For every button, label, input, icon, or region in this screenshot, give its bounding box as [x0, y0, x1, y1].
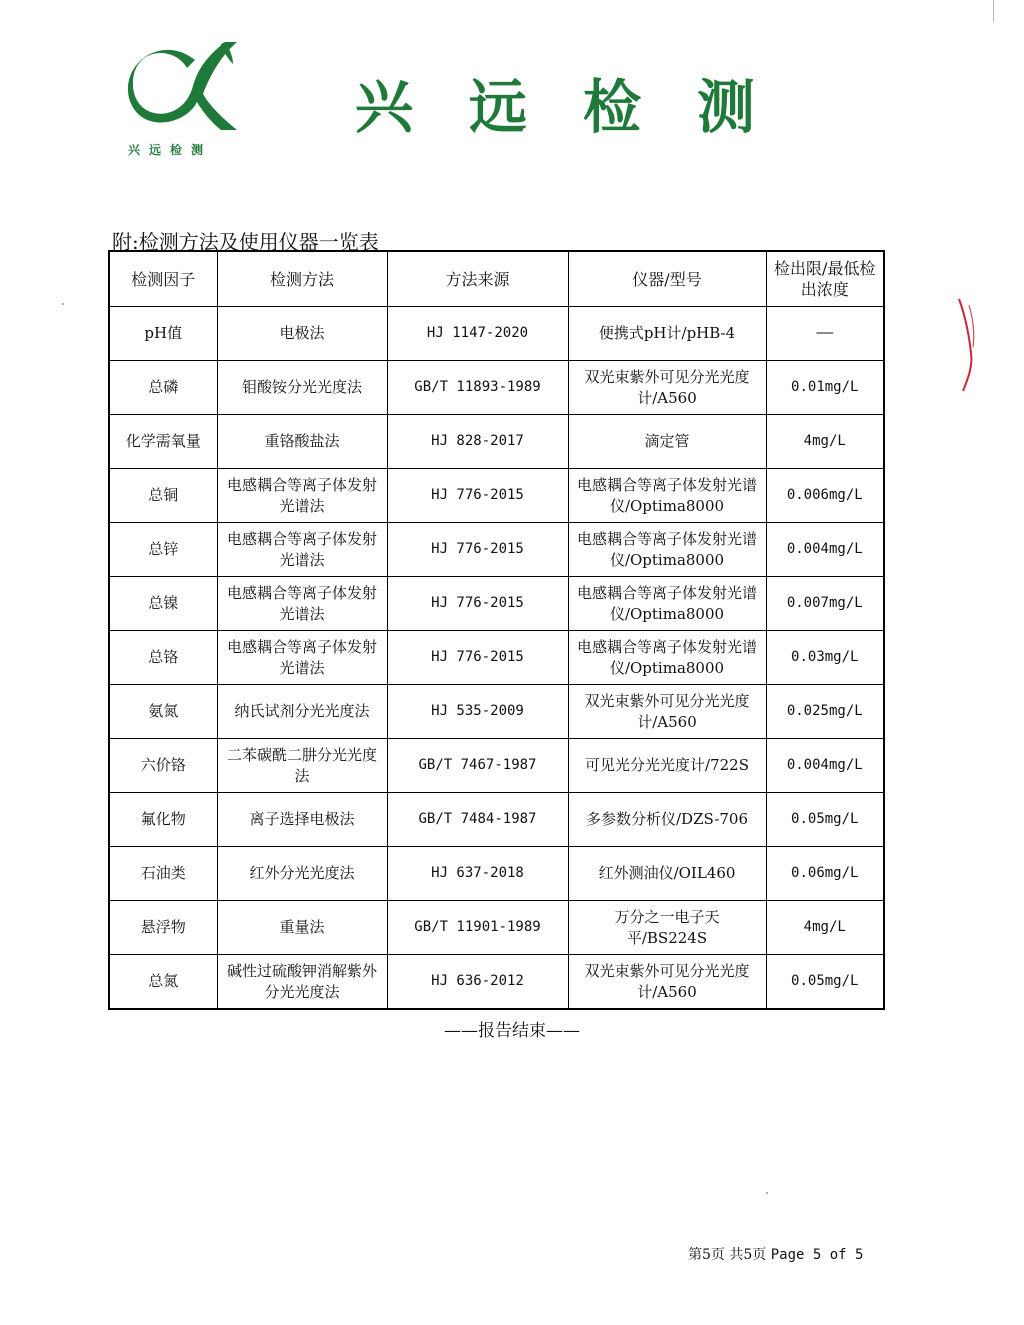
cell-method: 电极法 — [217, 307, 387, 361]
table-row — [109, 955, 884, 1010]
table-body — [109, 307, 884, 1010]
cell-instrument: 双光束紫外可见分光光度计/A560 — [568, 685, 766, 739]
cell-limit: 4mg/L — [766, 901, 884, 955]
column-header-limit: 检出限/最低检出浓度 — [766, 251, 884, 307]
cell-source: HJ 776-2015 — [387, 469, 568, 523]
column-header-source: 方法来源 — [387, 251, 568, 307]
cell-method: 离子选择电极法 — [217, 793, 387, 847]
cell-factor: 氟化物 — [109, 793, 217, 847]
cell-limit: 0.025mg/L — [766, 685, 884, 739]
cell-method: 纳氏试剂分光光度法 — [217, 685, 387, 739]
cell-factor: 总铜 — [109, 469, 217, 523]
cell-source: HJ 776-2015 — [387, 631, 568, 685]
cell-instrument: 电感耦合等离子体发射光谱仪/Optima8000 — [568, 577, 766, 631]
scan-speck — [62, 303, 64, 305]
table-row — [109, 631, 884, 685]
cell-limit: 4mg/L — [766, 415, 884, 469]
cell-instrument: 万分之一电子天平/BS224S — [568, 901, 766, 955]
cell-factor: pH值 — [109, 307, 217, 361]
table-row — [109, 847, 884, 901]
cell-method: 电感耦合等离子体发射光谱法 — [217, 469, 387, 523]
cell-source: GB/T 7467-1987 — [387, 739, 568, 793]
table-row — [109, 307, 884, 361]
cell-source: HJ 776-2015 — [387, 523, 568, 577]
cell-source: HJ 776-2015 — [387, 577, 568, 631]
cell-source: HJ 535-2009 — [387, 685, 568, 739]
table-header-row — [109, 251, 884, 307]
cell-limit: 0.01mg/L — [766, 361, 884, 415]
cell-method: 红外分光光度法 — [217, 847, 387, 901]
cell-method: 二苯碳酰二肼分光光度法 — [217, 739, 387, 793]
cell-source: GB/T 7484-1987 — [387, 793, 568, 847]
cell-limit: 0.004mg/L — [766, 523, 884, 577]
cell-source: GB/T 11901-1989 — [387, 901, 568, 955]
cell-factor: 化学需氧量 — [109, 415, 217, 469]
cell-instrument: 可见光分光光度计/722S — [568, 739, 766, 793]
cell-source: HJ 636-2012 — [387, 955, 568, 1010]
table-row — [109, 577, 884, 631]
cell-factor: 总铬 — [109, 631, 217, 685]
column-header-instrument: 仪器/型号 — [568, 251, 766, 307]
cell-instrument: 多参数分析仪/DZS-706 — [568, 793, 766, 847]
table-row — [109, 523, 884, 577]
cell-instrument: 便携式pH计/pHB-4 — [568, 307, 766, 361]
page-number-cn: 第5页 共5页 — [688, 1247, 767, 1263]
report-end-note: ——报告结束—— — [444, 1021, 580, 1041]
cell-limit: 0.06mg/L — [766, 847, 884, 901]
column-header-factor: 检测因子 — [109, 251, 217, 307]
cell-factor: 六价铬 — [109, 739, 217, 793]
cell-method: 钼酸铵分光光度法 — [217, 361, 387, 415]
cell-instrument: 电感耦合等离子体发射光谱仪/Optima8000 — [568, 469, 766, 523]
method-table — [108, 250, 885, 1010]
table-row — [109, 685, 884, 739]
logo-caption: 兴远检测 — [128, 143, 213, 157]
cell-instrument: 滴定管 — [568, 415, 766, 469]
cell-limit: 0.007mg/L — [766, 577, 884, 631]
cell-limit: 0.05mg/L — [766, 955, 884, 1010]
column-header-method: 检测方法 — [217, 251, 387, 307]
cell-factor: 总氮 — [109, 955, 217, 1010]
cell-instrument: 双光束紫外可见分光光度计/A560 — [568, 361, 766, 415]
table-row — [109, 739, 884, 793]
table-row — [109, 361, 884, 415]
cell-instrument: 红外测油仪/OIL460 — [568, 847, 766, 901]
table-row — [109, 469, 884, 523]
scan-edge-line — [993, 0, 994, 22]
cell-factor: 石油类 — [109, 847, 217, 901]
cell-source: HJ 828-2017 — [387, 415, 568, 469]
scan-speck — [766, 1192, 768, 1194]
cell-method: 重量法 — [217, 901, 387, 955]
cell-instrument: 电感耦合等离子体发射光谱仪/Optima8000 — [568, 631, 766, 685]
cell-limit: —— — [766, 307, 884, 361]
cell-source: GB/T 11893-1989 — [387, 361, 568, 415]
cell-limit: 0.006mg/L — [766, 469, 884, 523]
cell-factor: 氨氮 — [109, 685, 217, 739]
table-caption: 附:检测方法及使用仪器一览表 — [112, 230, 379, 254]
cell-limit: 0.004mg/L — [766, 739, 884, 793]
cell-method: 电感耦合等离子体发射光谱法 — [217, 523, 387, 577]
cell-method: 碱性过硫酸钾消解紫外分光光度法 — [217, 955, 387, 1010]
cell-method: 电感耦合等离子体发射光谱法 — [217, 631, 387, 685]
cell-instrument: 电感耦合等离子体发射光谱仪/Optima8000 — [568, 523, 766, 577]
red-ink-mark — [955, 295, 980, 395]
cell-method: 重铬酸盐法 — [217, 415, 387, 469]
cell-source: HJ 1147-2020 — [387, 307, 568, 361]
cell-factor: 总磷 — [109, 361, 217, 415]
cell-factor: 悬浮物 — [109, 901, 217, 955]
table-row — [109, 415, 884, 469]
cell-factor: 总镍 — [109, 577, 217, 631]
table-row — [109, 901, 884, 955]
cell-limit: 0.05mg/L — [766, 793, 884, 847]
table-row — [109, 793, 884, 847]
brand-title: 兴远检测 — [355, 73, 812, 141]
cell-limit: 0.03mg/L — [766, 631, 884, 685]
company-logo — [125, 38, 245, 134]
cell-factor: 总锌 — [109, 523, 217, 577]
cell-source: HJ 637-2018 — [387, 847, 568, 901]
cell-method: 电感耦合等离子体发射光谱法 — [217, 577, 387, 631]
page-footer — [688, 1244, 863, 1264]
cell-instrument: 双光束紫外可见分光光度计/A560 — [568, 955, 766, 1010]
page-number-en: Page 5 of 5 — [770, 1247, 864, 1263]
